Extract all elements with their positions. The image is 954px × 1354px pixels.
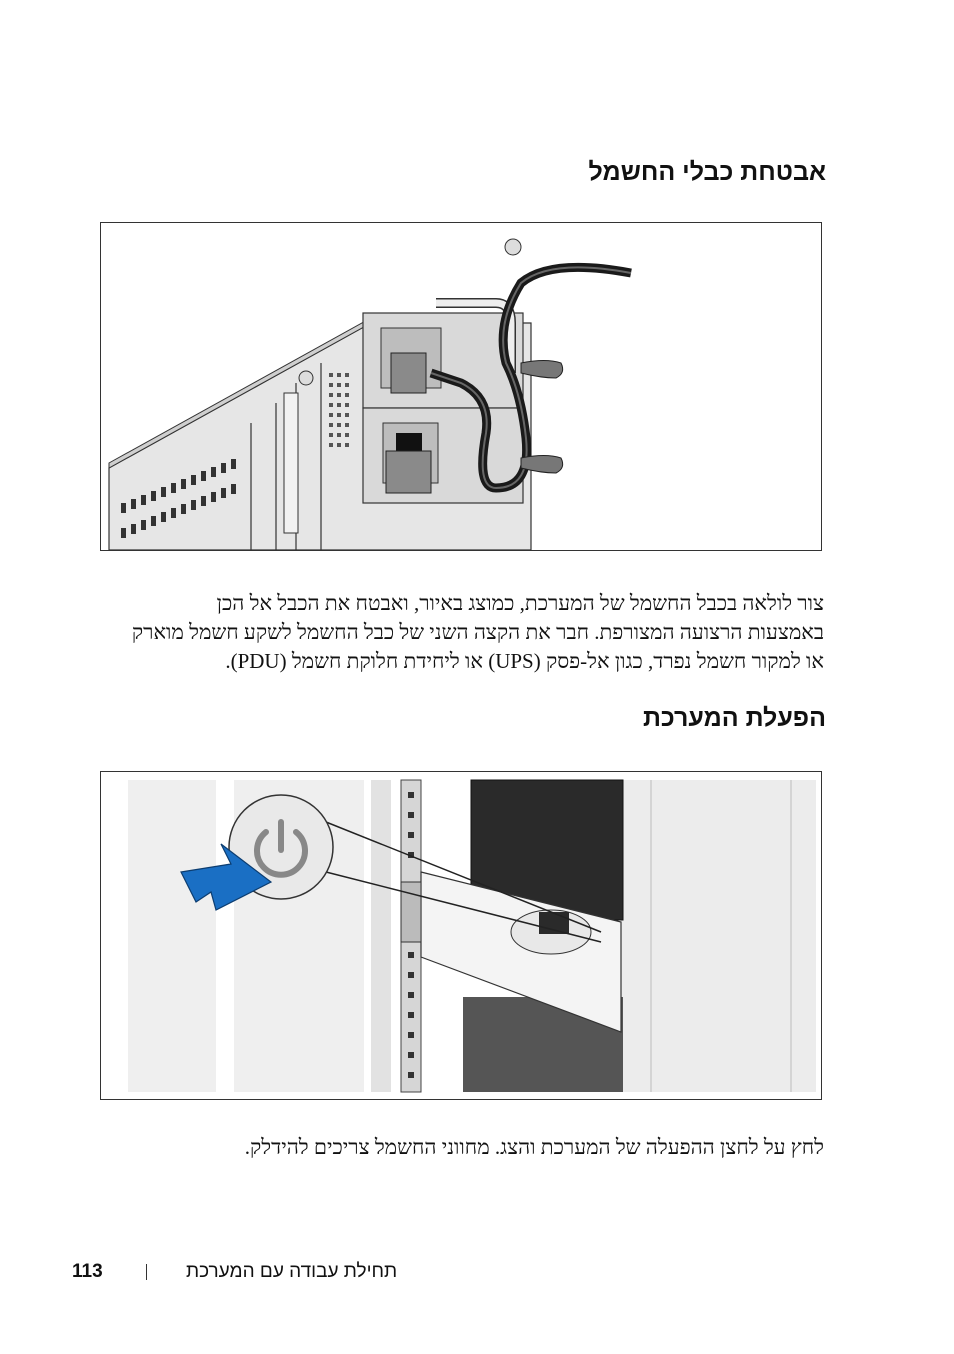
paragraph-line: צור לולאה בכבל החשמל של המערכת, כמוצג באיור, ואבטח את הכבל אל הכן <box>216 591 824 615</box>
power-cable-instructions <box>100 589 824 676</box>
footer-divider <box>146 1264 147 1280</box>
section-title-power-cables: אבטחת כבלי החשמל <box>588 158 826 186</box>
paragraph-line: לחץ על לחצן ההפעלה של המערכת והצג. מחווני החשמל צריכים להידלק. <box>244 1135 824 1159</box>
paragraph-line: באמצעות הרצועה המצורפת. חבר את הקצה השני של כבל החשמל לשקע חשמל מוארק <box>131 620 824 644</box>
power-on-illustration <box>100 771 822 1100</box>
power-on-instructions <box>100 1133 824 1162</box>
page-number: 113 <box>72 1261 103 1282</box>
paragraph-line: או למקור חשמל נפרד, כגון אל-פסק (UPS) או ליחידת חלוקת חשמל (PDU). <box>225 649 824 673</box>
section-title-power-on: הפעלת המערכת <box>642 704 826 732</box>
footer-chapter-title: תחילת עבודה עם המערכת <box>186 1261 398 1282</box>
power-cable-illustration <box>100 222 822 551</box>
